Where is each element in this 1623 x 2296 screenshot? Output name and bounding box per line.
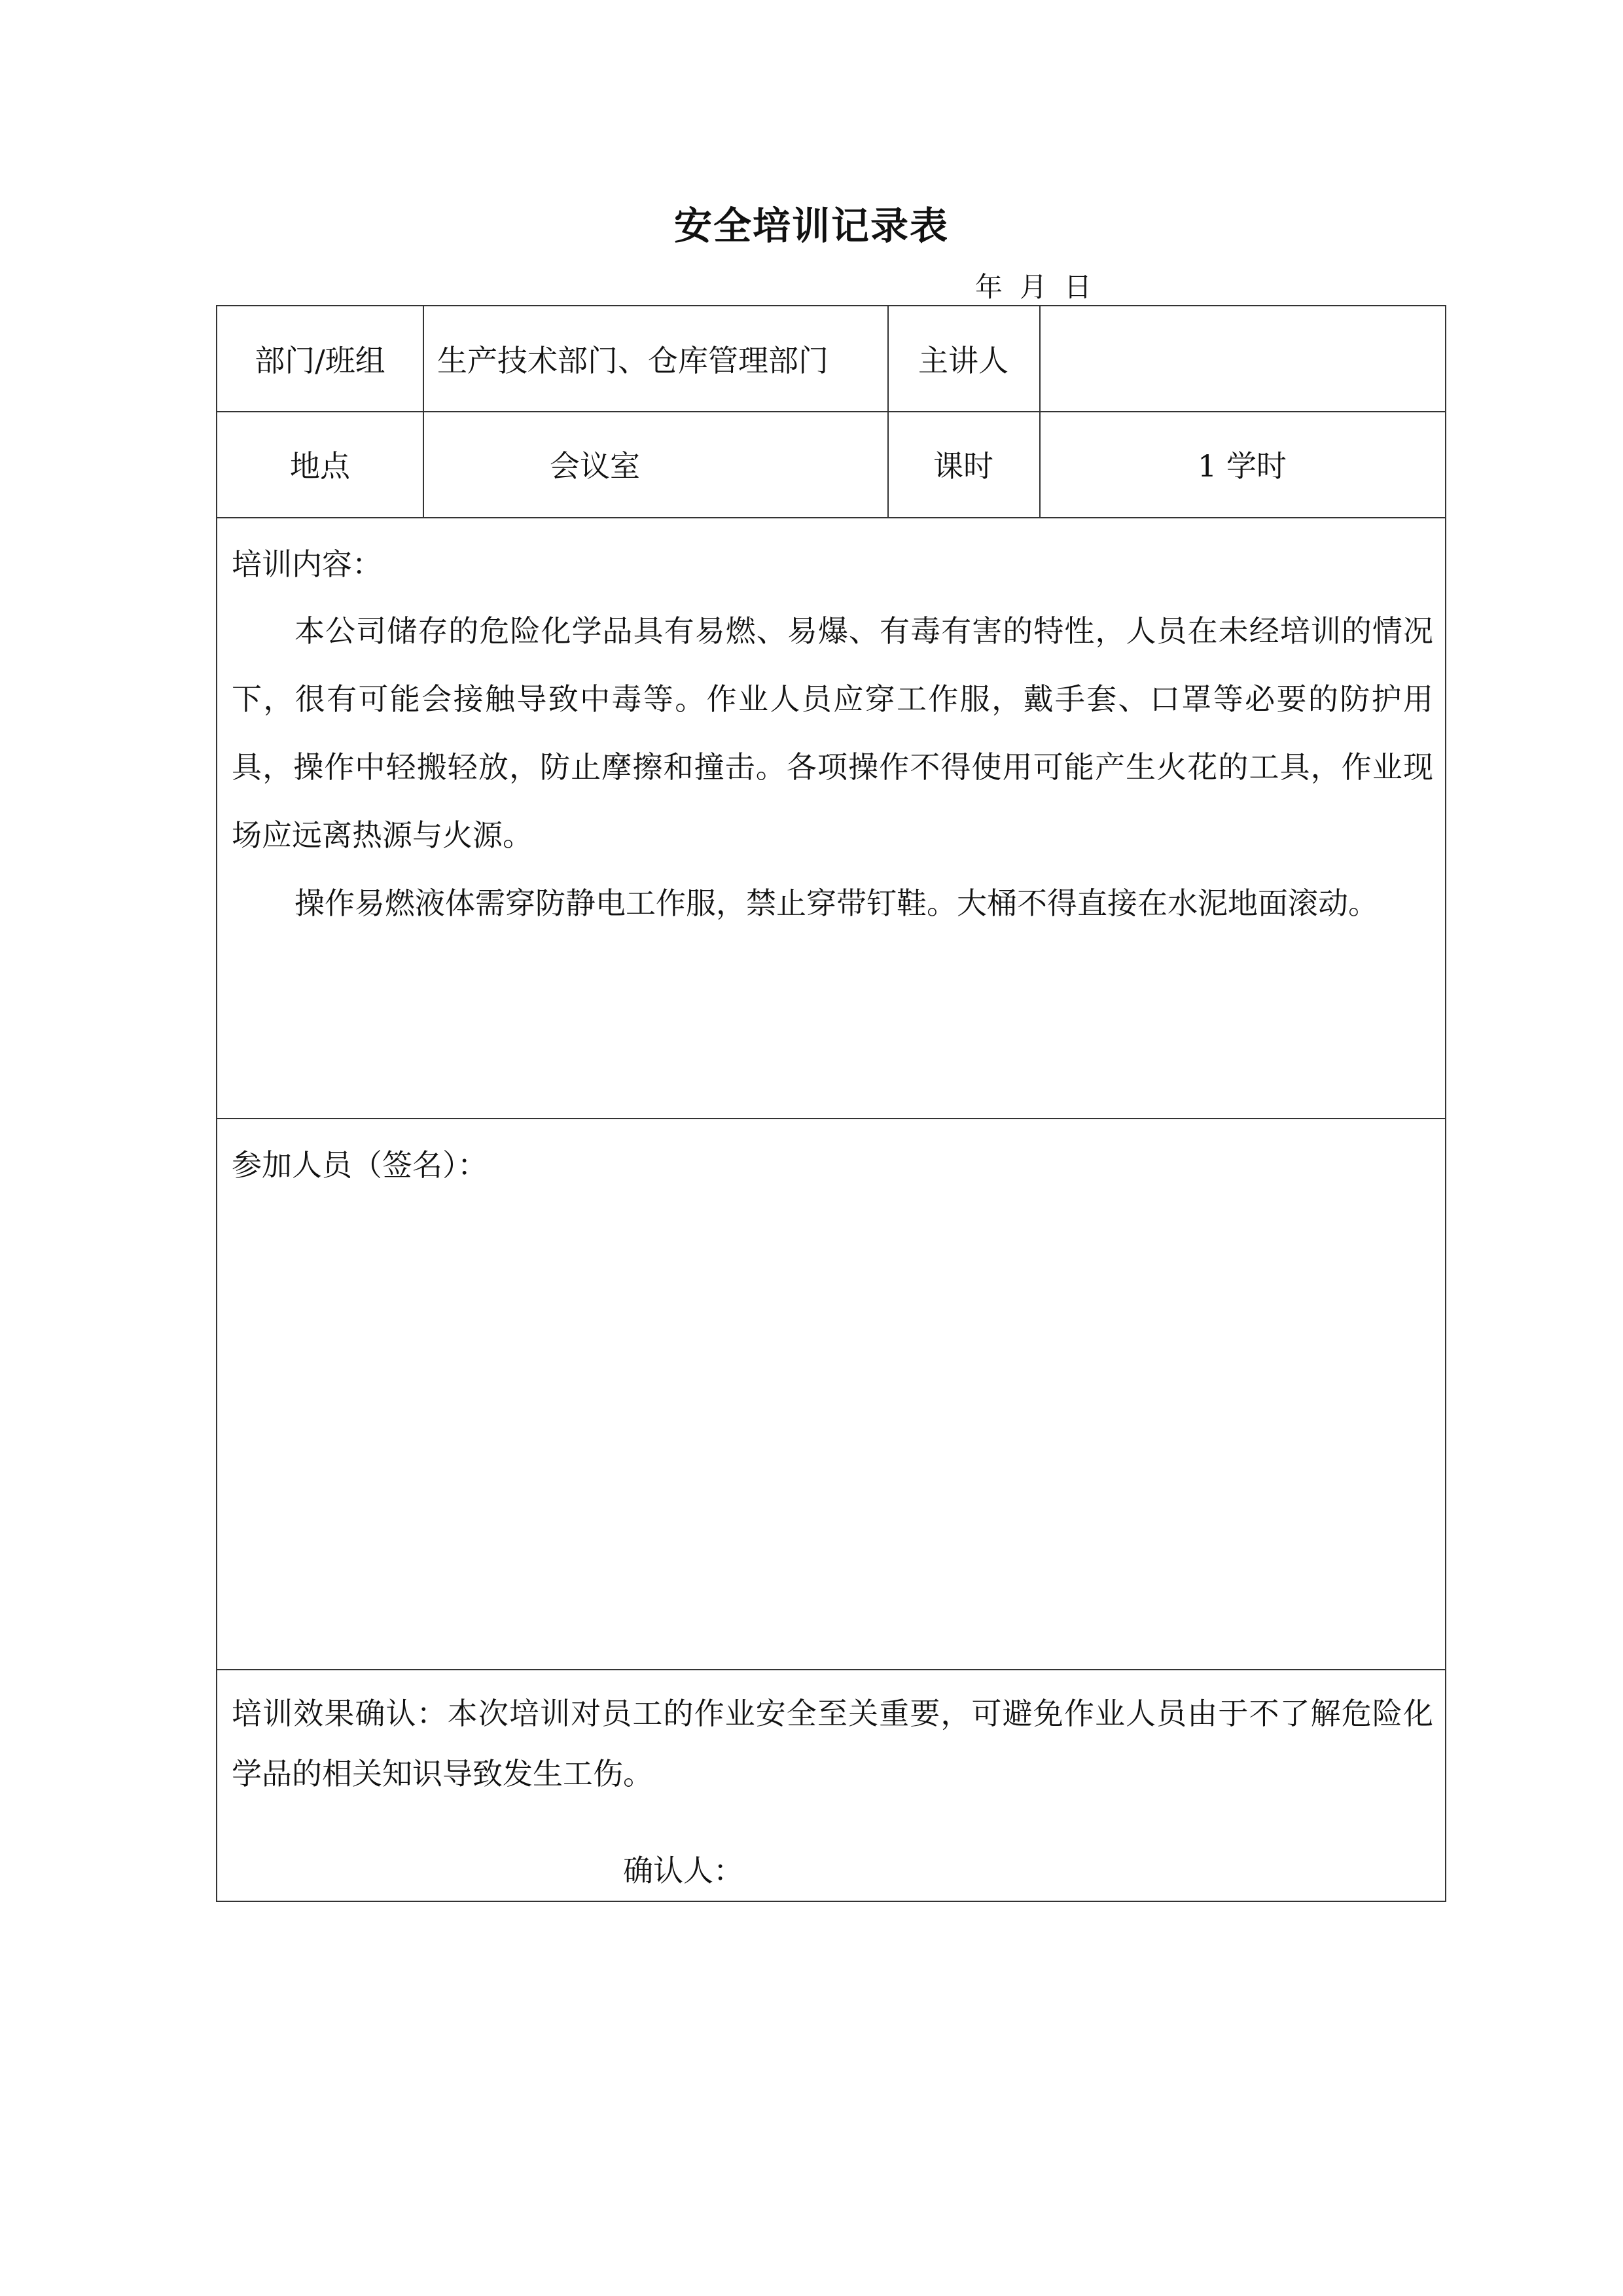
confirmer-label: 确认人：: [623, 1853, 743, 1888]
date-day: 日: [1064, 271, 1092, 303]
row-divider: [217, 517, 1445, 518]
training-content-label: 培训内容：: [232, 547, 382, 582]
date-month: 月: [1020, 271, 1048, 303]
training-record-form: [216, 305, 1446, 1902]
lecturer-value[interactable]: [1039, 306, 1445, 411]
hours-value: 1 学时: [1198, 448, 1287, 484]
location-value: 会议室: [550, 448, 640, 484]
signature-area[interactable]: [217, 1190, 1445, 1661]
training-content-paragraph: 本公司储存的危险化学品具有易燃、易爆、有毒有害的特性，人员在未经培训的情况下，很有可能会接触导致中毒等。作业人员应穿工作服，戴手套、口罩等必要的防护用具，操作中轻搬轻放，防止摩擦和撞击。各项操作不得使用可能产生火花的工具，作业现场应远离热源与火源。: [232, 613, 1433, 853]
location-label: 地点: [290, 448, 350, 484]
participants-label: 参加人员（签名）：: [232, 1147, 488, 1183]
row-divider: [217, 1118, 1445, 1119]
effect-confirmation-text: 培训效果确认：本次培训对员工的作业安全至关重要，可避免作业人员由于不了解危险化学品的相关知识导致发生工伤。: [232, 1696, 1433, 1791]
department-value: 生产技术部门、仓库管理部门: [437, 343, 829, 378]
hours-label: 课时: [933, 448, 993, 484]
training-content-paragraph: 操作易燃液体需穿防静电工作服，禁止穿带钉鞋。大桶不得直接在水泥地面滚动。: [294, 886, 1378, 921]
date-year: 年: [975, 271, 1003, 303]
row-divider: [217, 1669, 1445, 1670]
lecturer-label: 主讲人: [918, 343, 1008, 378]
date-line: [975, 266, 1109, 305]
page-title: 安全培训记录表: [673, 204, 949, 248]
department-label: 部门/班组: [255, 343, 385, 378]
